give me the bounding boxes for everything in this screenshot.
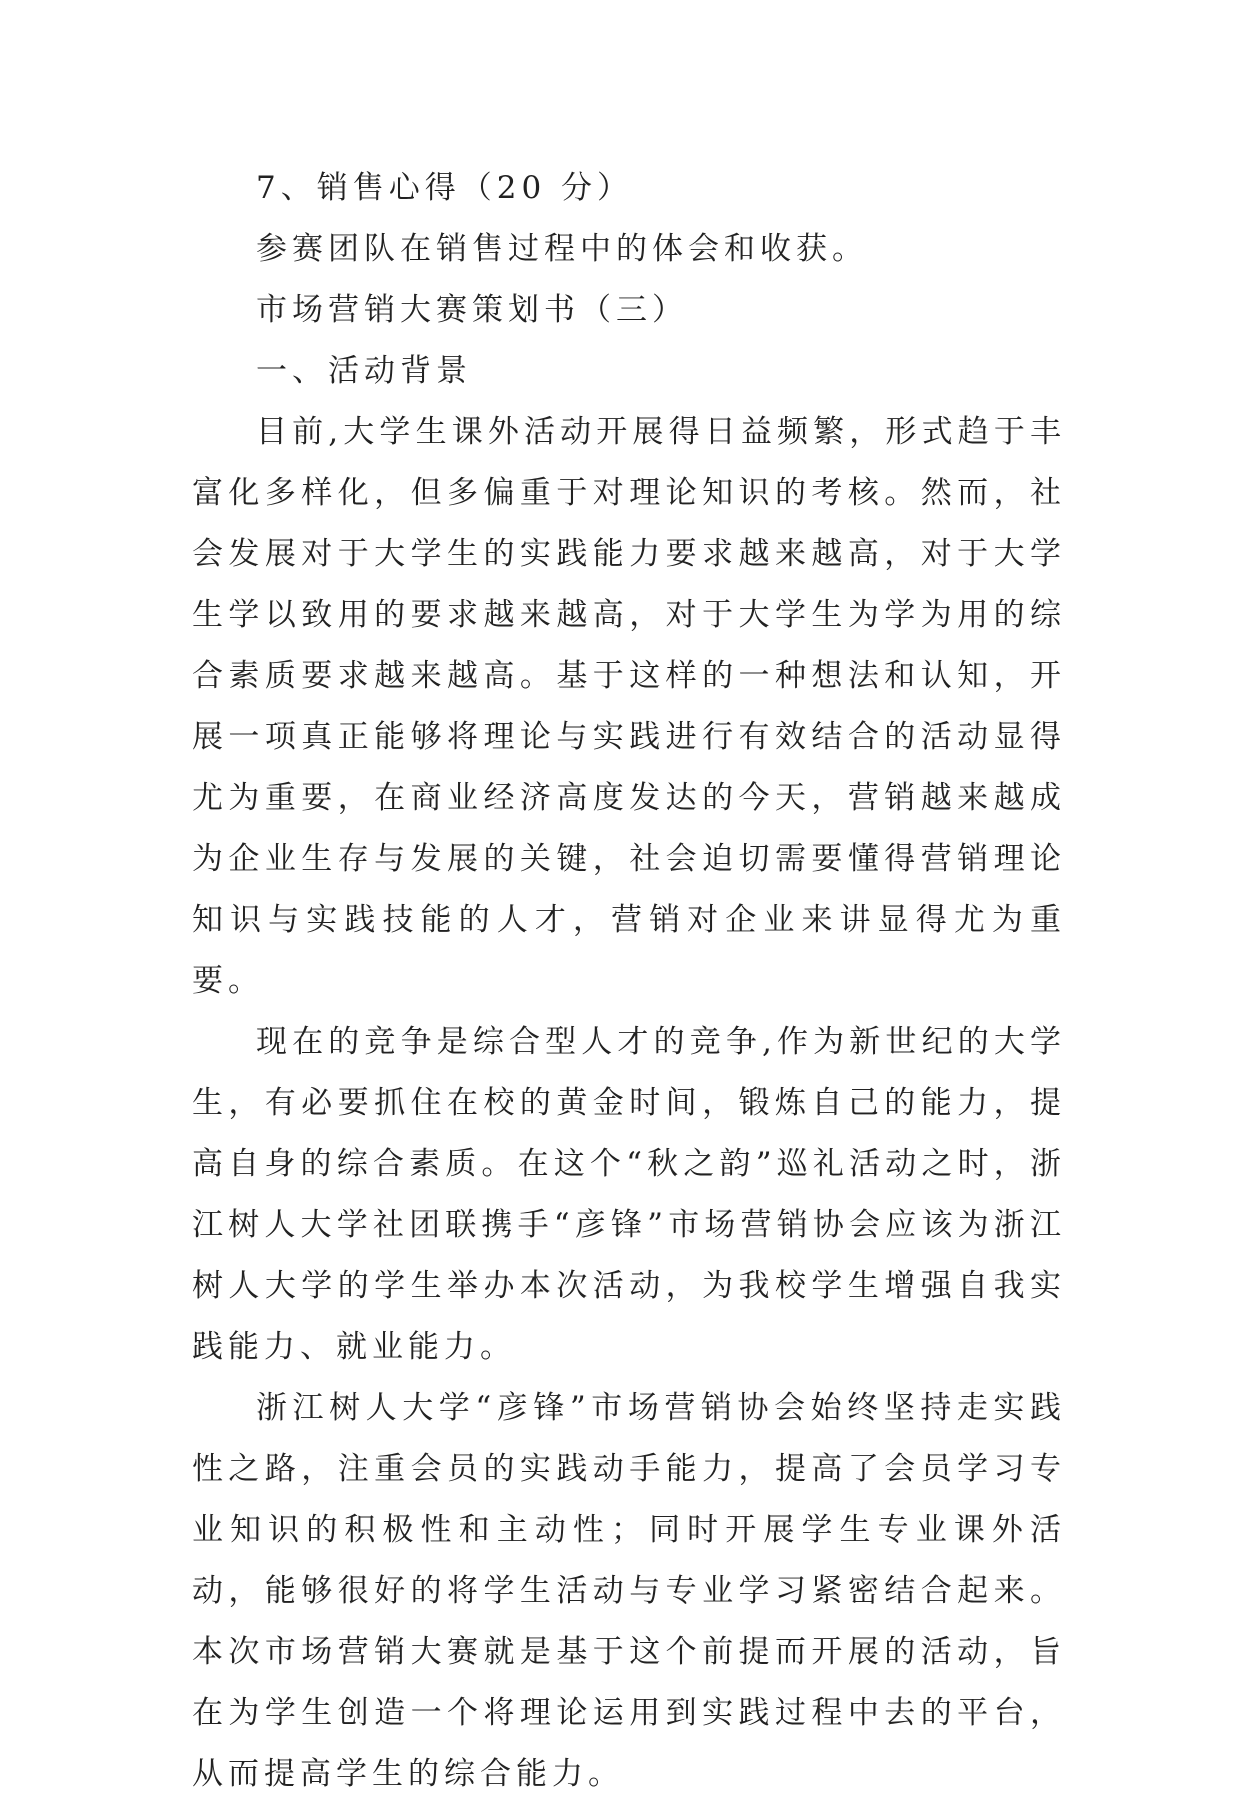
background-paragraph-1: 目前,大学生课外活动开展得日益频繁，形式趋于丰富化多样化，但多偏重于对理论知识的考核。然而，社会发展对于大学生的实践能力要求越来越高，对于大学生学以致用的要求越来越高，对于大学生为学为用的综合素质要求越来越高。基于这样的一种想法和认知，开展一项真正能够将理论与实践进行有效结合的活动显得尤为重要，在商业经济高度发达的今天，营销越来越成为企业生存与发展的关键，社会迫切需要懂得营销理论知识与实践技能的人才，营销对企业来讲显得尤为重要。 (192, 414, 1066, 999)
document-body (192, 158, 1066, 1805)
sales-insight-text: 参赛团队在销售过程中的体会和收获。 (256, 231, 868, 267)
plan-title: 市场营销大赛策划书（三） (256, 292, 688, 328)
background-paragraph-3: 浙江树人大学“彦锋”市场营销协会始终坚持走实践性之路，注重会员的实践动手能力，提高了会员学习专业知识的积极性和主动性；同时开展学生专业课外活动，能够很好的将学生活动与专业学习紧密结合起来。本次市场营销大赛就是基于这个前提而开展的活动，旨在为学生创造一个将理论运用到实践过程中去的平台，从而提高学生的综合能力。 (192, 1390, 1066, 1792)
background-section-heading: 一、活动背景 (256, 353, 472, 389)
background-paragraph-2: 现在的竞争是综合型人才的竞争,作为新世纪的大学生，有必要抓住在校的黄金时间，锻炼自己的能力，提高自身的综合素质。在这个“秋之韵”巡礼活动之时，浙江树人大学社团联携手“彦锋”市场营销协会应该为浙江树人大学的学生举办本次活动，为我校学生增强自我实践能力、就业能力。 (192, 1024, 1066, 1365)
sales-insight-heading: 7、销售心得（20 分） (256, 170, 634, 206)
